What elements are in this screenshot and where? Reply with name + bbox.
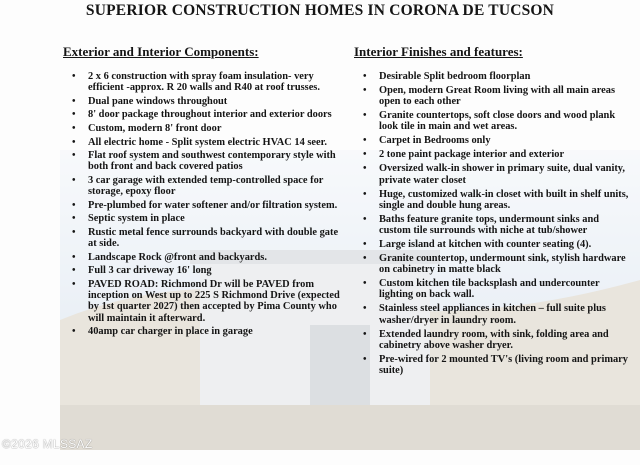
interior-item: • Granite countertop, undermount sink, stylish hardware on cabinetry in matte black xyxy=(354,253,630,275)
interior-item: • Pre-wired for 2 mounted TV's (living room and primary suite) xyxy=(354,354,630,376)
exterior-item: • Flat roof system and southwest contemporary style with both front and back covered patios xyxy=(63,150,343,172)
interior-item: • Carpet in Bedrooms only xyxy=(354,135,630,146)
interior-list xyxy=(354,71,630,376)
exterior-item: • Pre-plumbed for water softener and/or filtration system. xyxy=(63,200,343,211)
interior-item: • 2 tone paint package interior and exterior xyxy=(354,149,630,160)
exterior-item: • Landscape Rock @front and backyards. xyxy=(63,252,343,263)
exterior-item: • 40amp car charger in place in garage xyxy=(63,326,343,337)
exterior-item: • All electric home - Split system electric HVAC 14 seer. xyxy=(63,137,343,148)
interior-item: • Extended laundry room, with sink, folding area and cabinetry above washer dryer. xyxy=(354,329,630,351)
exterior-item: • 3 car garage with extended temp-controlled space for storage, epoxy floor xyxy=(63,175,343,197)
exterior-item: • 2 x 6 construction with spray foam insulation- very efficient -approx. R 20 walls and R40 at roof trusses. xyxy=(63,71,343,93)
exterior-components-section xyxy=(63,44,343,340)
exterior-item: • 8' door package throughout interior and exterior doors xyxy=(63,109,343,120)
exterior-item: • Rustic metal fence surrounds backyard with double gate at side. xyxy=(63,227,343,249)
exterior-item: • Septic system in place xyxy=(63,213,343,224)
interior-item: • Custom kitchen tile backsplash and undercounter lighting on back wall. xyxy=(354,278,630,300)
interior-item: • Stainless steel appliances in kitchen – full suite plus washer/dryer in laundry room. xyxy=(354,303,630,325)
interior-heading: Interior Finishes and features: xyxy=(354,44,523,59)
exterior-heading: Exterior and Interior Components: xyxy=(63,44,259,59)
mls-watermark: ©2026 MLSSAZ xyxy=(2,437,93,451)
exterior-item: • Dual pane windows throughout xyxy=(63,96,343,107)
exterior-list xyxy=(63,71,343,337)
exterior-item: • Full 3 car driveway 16' long xyxy=(63,265,343,276)
interior-item: • Baths feature granite tops, undermount sinks and custom tile surrounds with niche at tub/shower xyxy=(354,214,630,236)
interior-item: • Open, modern Great Room living with all main areas open to each other xyxy=(354,85,630,107)
interior-item: • Granite countertops, soft close doors and wood plank look tile in main and wet areas. xyxy=(354,110,630,132)
driveway xyxy=(60,405,640,450)
interior-item: • Huge, customized walk-in closet with built in shelf units, single and double hung areas. xyxy=(354,189,630,211)
interior-item: • Oversized walk-in shower in primary suite, dual vanity, private water closet xyxy=(354,163,630,185)
exterior-item: • PAVED ROAD: Richmond Dr will be PAVED from inception on West up to 225 S Richmond Drive (expected by 1st quarter 2027) then accepted by Pima County who will maintain it afterward. xyxy=(63,279,343,324)
interior-item: • Desirable Split bedroom floorplan xyxy=(354,71,630,82)
page-title: SUPERIOR CONSTRUCTION HOMES IN CORONA DE TUCSON xyxy=(85,2,555,19)
exterior-item: • Custom, modern 8' front door xyxy=(63,123,343,134)
interior-item: • Large island at kitchen with counter seating (4). xyxy=(354,239,630,250)
interior-finishes-section xyxy=(354,44,630,379)
